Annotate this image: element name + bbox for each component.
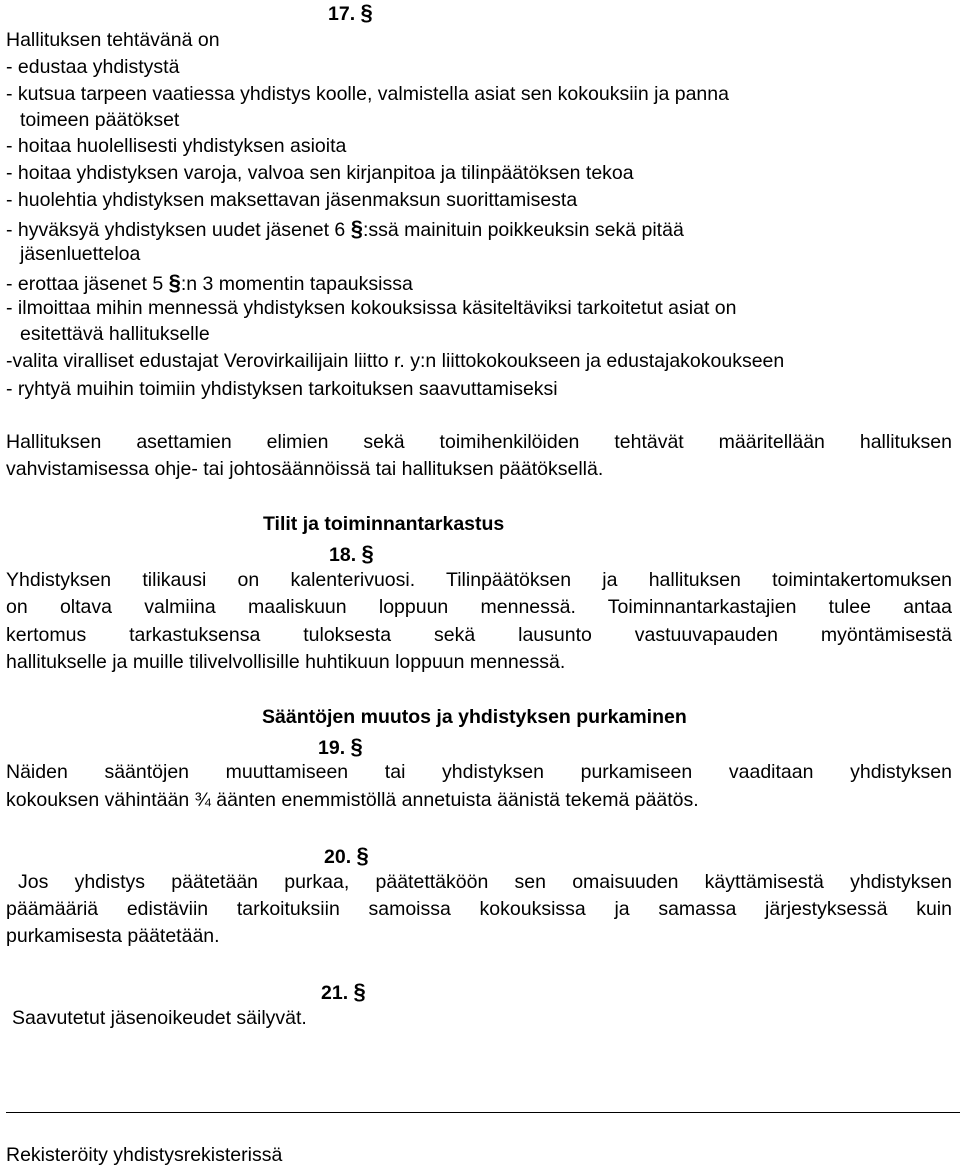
section-sign-icon: §	[168, 270, 181, 295]
paragraph-line: vahvistamisessa ohje- tai johtosäännöissä tai hallituksen päätöksellä.	[6, 458, 604, 480]
section-17-intro: Hallituksen tehtävänä on	[6, 29, 220, 51]
section-18-number-text: 18.	[329, 544, 357, 566]
section-19-heading: Sääntöjen muutos ja yhdistyksen purkaminen	[262, 706, 687, 728]
list-item: esitettävä hallitukselle	[20, 323, 210, 345]
section-18-heading: Tilit ja toiminnantarkastus	[263, 513, 505, 535]
list-item: - hoitaa yhdistyksen varoja, valvoa sen kirjanpitoa ja tilinpäätöksen tekoa	[6, 162, 634, 184]
paragraph-line: on oltava valmiina maaliskuun loppuun mennessä. Toiminnantarkastajien tulee antaa	[6, 596, 952, 618]
list-item-part: - hyväksyä yhdistyksen uudet jäsenet 6	[6, 219, 346, 241]
section-sign-icon: §	[353, 979, 366, 1004]
paragraph-line: päämääriä edistäviin tarkoituksiin samoissa kokouksissa ja samassa järjestyksessä kuin	[6, 898, 952, 920]
list-item-part: :n 3 momentin tapauksissa	[180, 273, 413, 295]
section-17-number-text: 17.	[328, 3, 356, 25]
paragraph-line: hallitukselle ja muille tilivelvollisille huhtikuun loppuun mennessä.	[6, 651, 566, 673]
list-item: - huolehtia yhdistyksen maksettavan jäsenmaksun suorittamisesta	[6, 189, 578, 211]
section-18-number	[329, 543, 374, 566]
paragraph-line: Hallituksen asettamien elimien sekä toimihenkilöiden tehtävät määritellään hallituksen	[6, 431, 952, 453]
section-sign-icon: §	[361, 541, 374, 566]
list-item	[6, 218, 684, 241]
section-17-number	[328, 2, 373, 25]
section-sign-icon: §	[356, 843, 369, 868]
section-20-number-text: 20.	[324, 846, 352, 868]
paragraph-line: Yhdistyksen tilikausi on kalenterivuosi. Tilinpäätöksen ja hallituksen toimintakertomuksen	[6, 569, 952, 591]
list-item: - hoitaa huolellisesti yhdistyksen asioita	[6, 135, 347, 157]
section-19-number-text: 19.	[318, 737, 346, 759]
paragraph-line: kokouksen vähintään ¾ äänten enemmistöllä annetuista äänistä tekemä päätös.	[6, 789, 699, 811]
paragraph-line: purkamisesta päätetään.	[6, 925, 220, 947]
paragraph-line: kertomus tarkastuksensa tuloksesta sekä lausunto vastuuvapauden myöntämisestä	[6, 624, 952, 646]
list-item: - ilmoittaa mihin mennessä yhdistyksen kokouksissa käsiteltäviksi tarkoitetut asiat on	[6, 297, 737, 319]
list-item	[6, 272, 413, 295]
section-21-number	[321, 981, 366, 1004]
section-20-number	[324, 845, 369, 868]
paragraph-line: Saavutetut jäsenoikeudet säilyvät.	[12, 1007, 307, 1029]
list-item: - edustaa yhdistystä	[6, 56, 180, 78]
list-item: - ryhtyä muihin toimiin yhdistyksen tarkoituksen saavuttamiseksi	[6, 378, 558, 400]
section-19-number	[318, 736, 363, 759]
section-sign-icon: §	[350, 216, 363, 241]
footer-divider	[6, 1112, 960, 1113]
paragraph-line: Jos yhdistys päätetään purkaa, päätettäköön sen omaisuuden käyttämisestä yhdistyksen	[18, 871, 952, 893]
list-item: - kutsua tarpeen vaatiessa yhdistys koolle, valmistella asiat sen kokouksiin ja panna	[6, 83, 729, 105]
list-item-part: :ssä mainituin poikkeuksin sekä pitää	[362, 219, 684, 241]
section-sign-icon: §	[350, 734, 363, 759]
list-item: -valita viralliset edustajat Verovirkailijain liitto r. y:n liittokokoukseen ja edustajakokoukseen	[6, 350, 785, 372]
list-item: jäsenluetteloa	[20, 243, 141, 265]
paragraph-line: Näiden sääntöjen muuttamiseen tai yhdistyksen purkamiseen vaaditaan yhdistyksen	[6, 761, 952, 783]
list-item-part: - erottaa jäsenet 5	[6, 273, 164, 295]
footer-text: Rekisteröity yhdistysrekisterissä	[6, 1144, 283, 1166]
section-21-number-text: 21.	[321, 982, 349, 1004]
list-item: toimeen päätökset	[20, 109, 180, 131]
section-sign-icon: §	[360, 0, 373, 25]
